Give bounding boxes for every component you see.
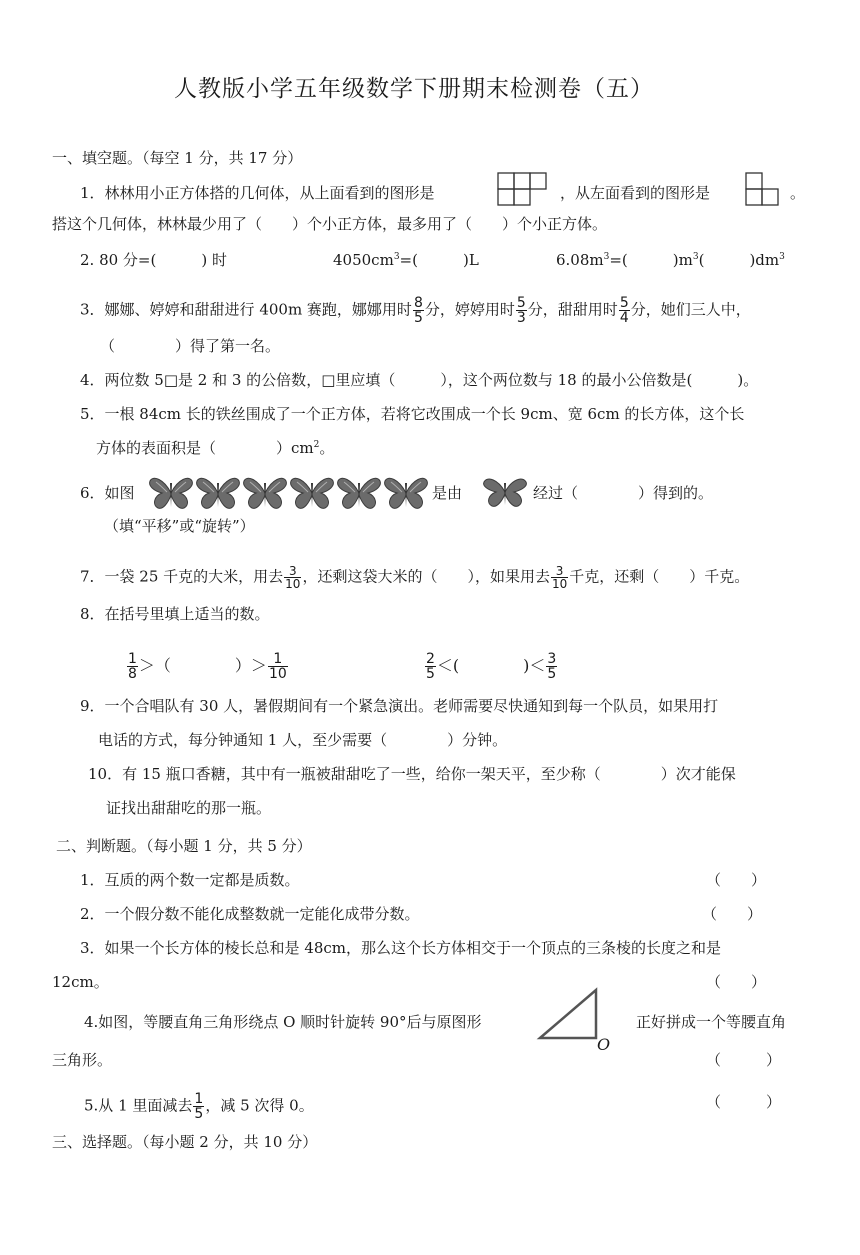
q1-1-text-c: 。 xyxy=(790,184,806,202)
fraction: $\frac{3}{5}$ xyxy=(547,651,557,682)
q1-2-text-a: 2. 80 分=( ) 时 xyxy=(80,251,227,269)
q1-5-text-a: 5．一根 84cm 长的铁丝围成了一个正方体，若将它改围成一个长 9cm、宽 6cm 的长方体，这个长 xyxy=(80,405,745,423)
point-o-label: O xyxy=(597,1035,611,1054)
q1-6-text-c: 经过（ ）得到的。 xyxy=(533,484,714,502)
q1-9-text-b: 电话的方式，每分钟通知 1 人，至少需要（ ）分钟。 xyxy=(98,731,508,749)
q1-4-text: 4．两位数 5□是 2 和 3 的公倍数，□里应填（ ），这个两位数与 18 的最小公倍数是( )。 xyxy=(80,371,759,389)
q1-1-text-d: 搭这个几何体，林林最少用了（ ）个小正方体，最多用了（ ）个小正方体。 xyxy=(52,215,608,233)
q2-4-text-a: 4.如图，等腰直角三角形绕点 O 顺时针旋转 90°后与原图形 xyxy=(84,1013,482,1031)
q1-7-text: 7．一袋 25 千克的大米，用去 $\frac{3}{10}$ ，还剩这袋大米的（ ），如果用去 $\frac{3}{10}$ 千克，还剩（ ）千克。 xyxy=(80,564,750,591)
section-3-heading: 三、选择题。（每小题 2 分，共 10 分） xyxy=(52,1133,318,1151)
q2-3-text-b: 12cm。 xyxy=(52,973,109,991)
q1-8-text: 8．在括号里填上适当的数。 xyxy=(80,605,270,623)
fraction: $\frac{3}{10}$ xyxy=(285,564,301,591)
q2-2-answer: （ ） xyxy=(702,905,763,923)
q1-10-text-a: 10．有 15 瓶口香糖，其中有一瓶被甜甜吃了一些，给你一架天平，至少称（ ）次才能保 xyxy=(88,765,736,783)
q2-2-text: 2．一个假分数不能化成整数就一定能化成带分数。 xyxy=(80,905,420,923)
q2-5-text: 5.从 1 里面减去 $\frac{1}{5}$ ，减 5 次得 0。 xyxy=(84,1091,314,1122)
q2-4-answer: （ ） xyxy=(706,1051,782,1069)
page-title: 人教版小学五年级数学下册期末检测卷（五） xyxy=(174,76,654,102)
fraction: $\frac{2}{5}$ xyxy=(426,651,435,682)
fraction: $\frac{8}{5}$ xyxy=(413,295,423,326)
q2-5-answer: （ ） xyxy=(706,1093,782,1111)
q1-3-text-e: （ ）得了第一名。 xyxy=(100,337,281,355)
q2-4-text-c: 三角形。 xyxy=(52,1051,113,1069)
q2-4-text-b: 正好拼成一个等腰直角 xyxy=(636,1013,787,1031)
q1-9-text-a: 9．一个合唱队有 30 人，暑假期间有一个紧急演出。老师需要尽快通知到每一个队员，如果用打 xyxy=(80,697,719,715)
q2-1-answer: （ ） xyxy=(706,871,767,889)
q1-5-text-b: 方体的表面积是（ ）$cm^2$。 xyxy=(96,439,335,457)
fraction: $\frac{1}{5}$ xyxy=(194,1091,204,1122)
q1-6-text-b: 是由 xyxy=(432,484,463,502)
butterfly-icon xyxy=(482,474,528,510)
q1-8-compare-a: $\frac{1}{8}$ ＞（ ）＞ $\frac{1}{10}$ xyxy=(128,651,287,682)
q1-1-text-b: ，从左面看到的图形是 xyxy=(560,184,711,202)
section-2-heading: 二、判断题。（每小题 1 分，共 5 分） xyxy=(56,837,312,855)
fraction: $\frac{1}{10}$ xyxy=(268,651,287,682)
section-1-heading: 一、填空题。（每空 1 分，共 17 分） xyxy=(52,149,303,167)
q2-3-answer: （ ） xyxy=(706,973,767,991)
q1-2-text-c: $6.08m^3=$( )$m^3$( )$dm^3$ xyxy=(556,251,785,269)
top-view-figure-icon xyxy=(497,172,549,210)
fraction: $\frac{5}{3}$ xyxy=(516,295,526,326)
fraction: $\frac{3}{10}$ xyxy=(551,564,568,591)
left-view-figure-icon xyxy=(745,172,781,208)
q1-1-text-a: 1．林林用小正方体搭的几何体，从上面看到的图形是 xyxy=(80,184,435,202)
q1-10-text-b: 证找出甜甜吃的那一瓶。 xyxy=(106,799,272,817)
q2-3-text-a: 3．如果一个长方体的棱长总和是 48cm，那么这个长方体相交于一个顶点的三条棱的长度之和是 xyxy=(80,939,722,957)
q1-8-compare-b: $\frac{2}{5}$ ＜( )＜ $\frac{3}{5}$ xyxy=(426,651,557,682)
q2-1-text: 1．互质的两个数一定都是质数。 xyxy=(80,871,300,889)
butterfly-row-icon xyxy=(148,472,430,512)
fraction: $\frac{1}{8}$ xyxy=(128,651,137,682)
q1-2-text-b: $4050cm^3=$( )L xyxy=(333,251,479,269)
q1-6-text-d: （填“平移”或“旋转”） xyxy=(104,517,255,535)
fraction: $\frac{5}{4}$ xyxy=(619,295,629,326)
q1-3-text-a: 3．娜娜、婷婷和甜甜进行 400m 赛跑，娜娜用时 $\frac{8}{5}$ 分，婷婷用时 $\frac{5}{3}$ 分，甜甜用时 $\frac{5}{4}$ 分，她们三人中， xyxy=(80,295,751,326)
q1-6-text-a: 6．如图 xyxy=(80,484,135,502)
